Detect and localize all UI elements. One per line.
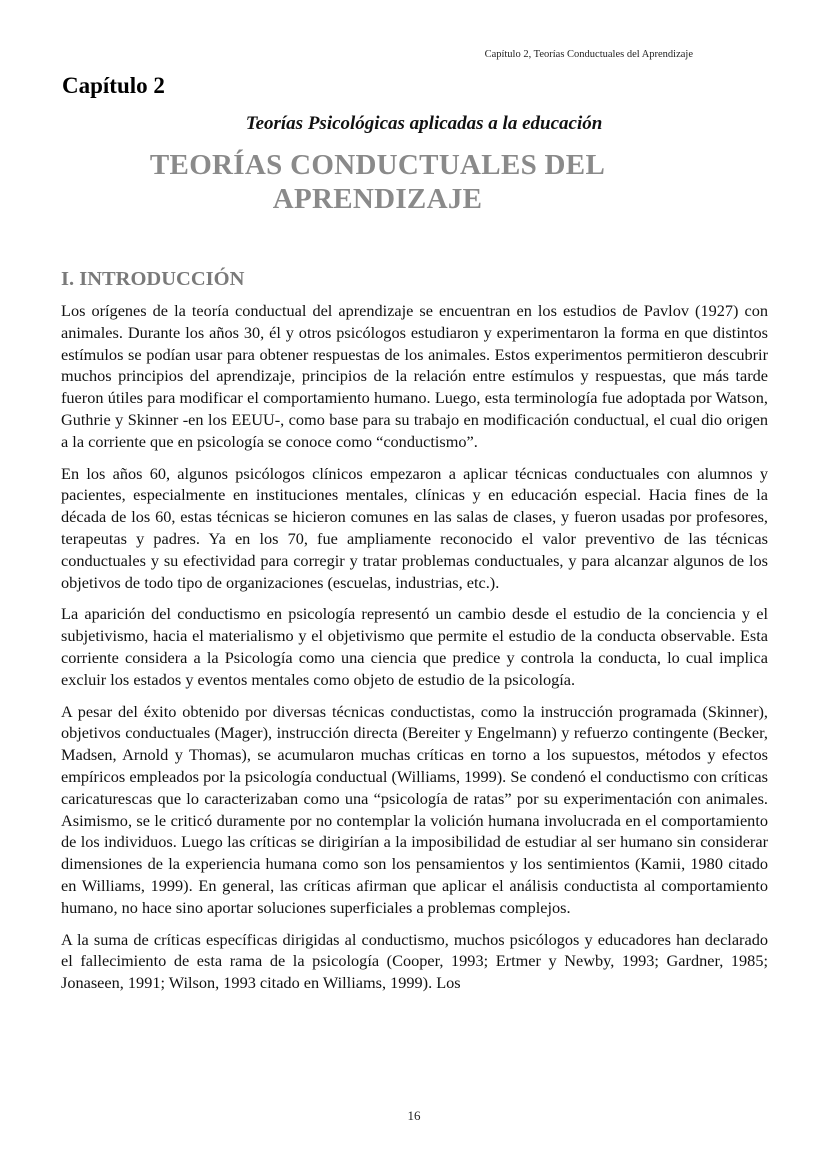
chapter-title-line-2: APRENDIZAJE — [272, 183, 483, 215]
paragraph: En los años 60, algunos psicólogos clínicos empezaron a aplicar técnicas conductuales con alumnos y pacientes, especialmente en instituciones mentales, clínicas y en educación especial. Hacia fines de la década de los 60, estas técnicas se hicieron comunes en las salas de clases, y fueron usadas por profesores, terapeutas y padres. Ya en los 70, fue ampliamente reconocido el valor preventivo de las técnicas conductuales y su efectividad para corregir y tratar problemas conductuales, y para alcanzar algunos de los objetivos de todo tipo de organizaciones (escuelas, industrias, etc.). — [61, 463, 768, 592]
paragraph: A la suma de críticas específicas dirigidas al conductismo, muchos psicólogos y educadores han declarado el fallecimiento de esta rama de la psicología (Cooper, 1993; Ertmer y Newby, 1993; Gardner, 1985; Jonaseen, 1991; Wilson, 1993 citado en Williams, 1999). Los — [61, 929, 768, 993]
page-number: 16 — [407, 1108, 421, 1123]
paragraph: La aparición del conductismo en psicología representó un cambio desde el estudio de la conciencia y el subjetivismo, hacia el materialismo y el objetivismo que permite el estudio de la conducta observable. Esta corriente considera a la Psicología como una ciencia que predice y controla la conducta, lo cual implica excluir los estados y eventos mentales como objeto de estudio de la psicología. — [61, 604, 768, 689]
running-header: Capítulo 2, Teorías Conductuales del Aprendizaje — [484, 49, 693, 60]
chapter-title-line-1: TEORÍAS CONDUCTUALES DEL — [149, 149, 606, 181]
section-heading: I. INTRODUCCIÓN — [61, 268, 245, 290]
chapter-subtitle: Teorías Psicológicas aplicadas a la educación — [245, 113, 603, 134]
chapter-label: Capítulo 2 — [62, 73, 165, 98]
paragraph: A pesar del éxito obtenido por diversas técnicas conductistas, como la instrucción programada (Skinner), objetivos conductuales (Mager), instrucción directa (Bereiter y Engelmann) y refuerzo contingente (Becker, Madsen, Arnold y Thomas), se acumularon muchas críticas en torno a los supuestos, métodos y efectos empíricos empleados por la psicología conductual (Williams, 1999). Se condenó el conductismo con críticas caricaturescas que lo caracterizaban como una “psicología de ratas” por su experimentación con animales. Asimismo, se le criticó duramente por no contemplar la volición humana involucrada en el comportamiento de los individuos. Luego las críticas se dirigirían a la imposibilidad de estudiar al ser humano sin considerar dimensiones de la experiencia humana como son los pensamientos y los sentimientos (Kamii, 1980 citado en Williams, 1999). En general, las críticas afirman que aplicar el análisis conductista al comportamiento humano, no hace sino aportar soluciones superficiales a problemas complejos. — [61, 701, 768, 917]
paragraph: Los orígenes de la teoría conductual del aprendizaje se encuentran en los estudios de Pavlov (1927) con animales. Durante los años 30, él y otros psicólogos estudiaron y experimentaron la forma en que distintos estímulos se podían usar para obtener respuestas de los animales. Estos experimentos permitieron descubrir muchos principios del aprendizaje, principios de la relación entre estímulos y respuestas, que más tarde fueron útiles para modificar el comportamiento humano. Luego, esta terminología fue adoptada por Watson, Guthrie y Skinner -en los EEUU-, como base para su trabajo en modificación conductual, el cual dio origen a la corriente que en psicología se conoce como “conductismo”. — [61, 301, 768, 451]
body-text — [61, 300, 768, 1004]
chapter-title — [120, 148, 635, 216]
